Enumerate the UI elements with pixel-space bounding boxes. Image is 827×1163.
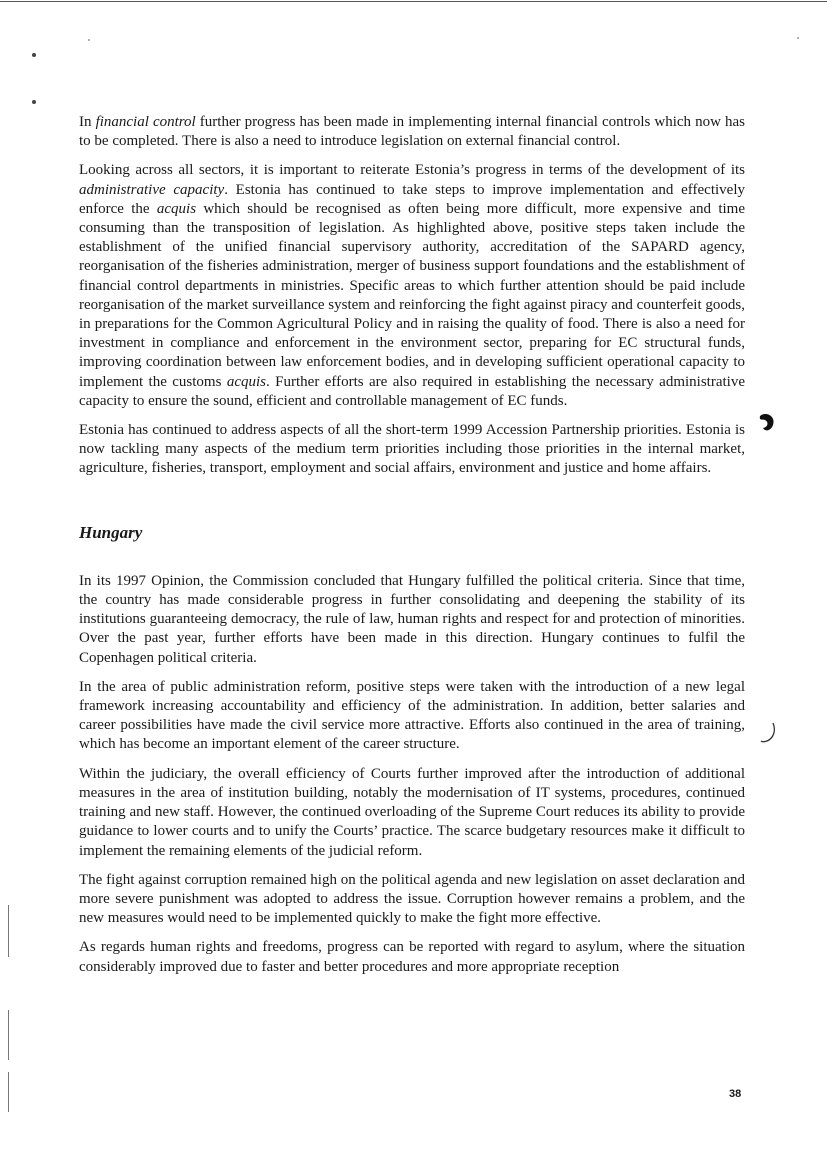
scan-speck <box>797 37 799 39</box>
paragraph-human-rights: As regards human rights and freedoms, progress can be reported with regard to asylum, where the situation considerably improved due to faster and better procedures and more appropriate reception <box>79 939 745 975</box>
margin-mark <box>760 722 778 744</box>
text-run: . Estonia has continued to take steps to improve implementation and effectively enforce the <box>79 181 746 217</box>
scan-speck <box>32 100 36 104</box>
paragraph-opinion: In its 1997 Opinion, the Commission concluded that Hungary fulfilled the political criteria. Since that time, the country has made considerable progress in further consolidating and deepening the stability of its institutions guaranteeing democracy, the rule of law, human rights and respect for and protection of minorities. Over the past year, further efforts have been made in this direction. Hungary continues to fulfil the Copenhagen political criteria. <box>79 572 745 666</box>
text-run: . Further efforts are also required in establishing the necessary administrative capacity to ensure the sound, efficient and controllable management of EC funds. <box>79 373 745 409</box>
italic-term: financial control <box>95 114 196 130</box>
scan-margin-line <box>8 1072 9 1112</box>
scan-margin-line <box>8 1010 9 1060</box>
paragraph-judiciary: Within the judiciary, the overall efficiency of Courts further improved after the introduction of additional measures in the area of institution building, notably the modernisation of IT systems, procedures, continued training and new staff. However, the continued overloading of the Supreme Court reduces its ability to provide guidance to lower courts and to unify the Courts’ practice. The scarce budgetary resources make it difficult to implement the remaining elements of the judicial reform. <box>79 765 745 859</box>
italic-term: administrative capacity <box>79 181 225 198</box>
paragraph-financial-control <box>79 113 745 151</box>
italic-term: acquis <box>156 200 197 217</box>
scan-speck <box>88 39 90 41</box>
scan-top-edge <box>0 1 827 2</box>
text-run: further progress has been made in implementing internal financial controls which now has to be completed. There is also a need to introduce legislation on external financial control. <box>79 114 746 150</box>
paragraph-corruption: The fight against corruption remained high on the political agenda and new legislation on asset declaration and more severe punishment was adopted to address the issue. Corruption however remains a problem, and the new measures would need to be implemented quickly to make the fight more effective. <box>79 871 745 927</box>
text-run: In <box>79 114 96 130</box>
page-number: 38 <box>729 1088 742 1100</box>
text-run: which should be recognised as often being more difficult, more expensive and time consuming than the transposition of legislation. As highlighted above, positive steps taken include the establishment of the unified financial supervisory authority, accreditation of the SAPARD agency, reorganisation of the fisheries administration, merger of business support foundations and the establishment of financial control departments in ministries. Specific areas to which further attention should be paid include reorganisation of the market surveillance system and reinforcing the fight against piracy and counterfeit goods, in preparations for the Common Agricultural Policy and in raising the quality of food. There is also a need for investment in compliance and enforcement in the environment sector, preparing for EC structural funds, improving coordination between law enforcement bodies, and in developing sufficient operational capacity to implement the customs <box>79 200 745 390</box>
scan-speck <box>32 53 36 57</box>
paragraph-public-administration: In the area of public administration reform, positive steps were taken with the introduction of a new legal framework increasing accountability and efficiency of the administration. In addition, better salaries and career possibilities have made the civil service more attractive. Efforts also continued in the area of training, which has become an important element of the career structure. <box>79 678 745 753</box>
italic-term: acquis <box>226 373 267 390</box>
paragraph-accession-priorities: Estonia has continued to address aspects of all the short-term 1999 Accession Partnership priorities. Estonia is now tackling many aspects of the medium term priorities including those priorities in the internal market, agriculture, fisheries, transport, employment and social affairs, environment and justice and home affairs. <box>79 422 745 477</box>
document-body <box>79 113 745 987</box>
text-run: Looking across all sectors, it is important to reiterate Estonia’s progress in terms of the development of its <box>79 162 745 179</box>
binder-hole-mark <box>756 412 776 432</box>
paragraph-administrative-capacity <box>79 161 745 411</box>
scan-margin-line <box>8 905 9 957</box>
section-heading-hungary: Hungary <box>79 522 143 542</box>
